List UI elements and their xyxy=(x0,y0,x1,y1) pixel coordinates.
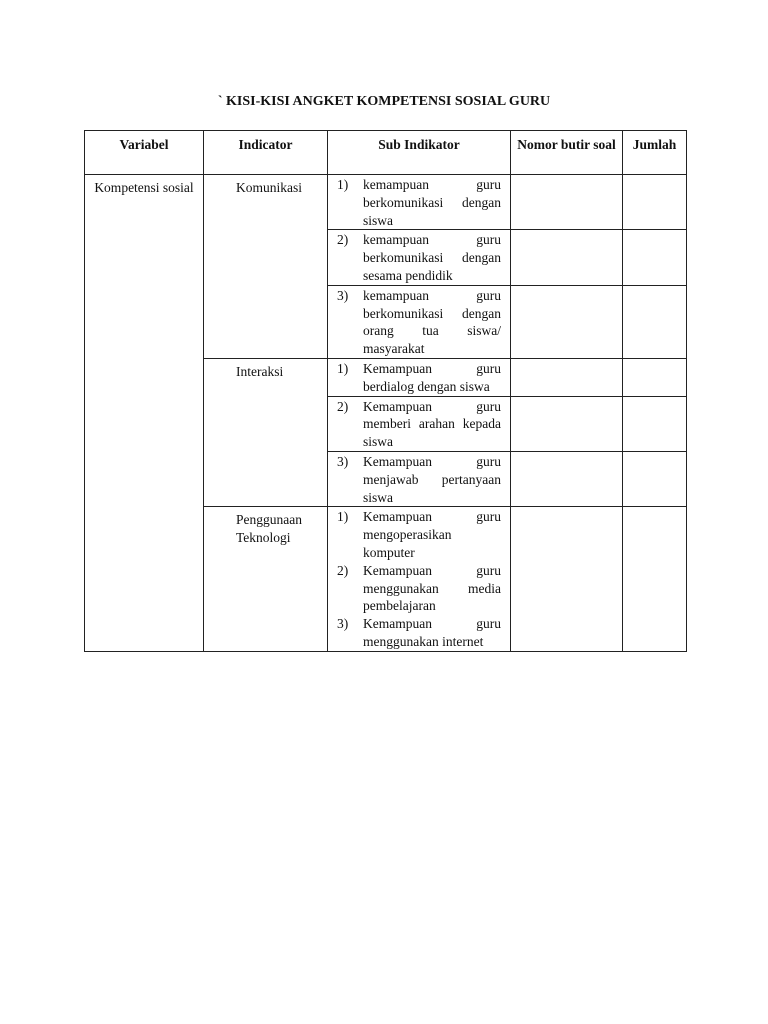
item-text: Kemampuan guru berdialog dengan siswa xyxy=(363,360,501,394)
nomor-cell xyxy=(511,230,623,285)
item-number: 2) xyxy=(337,232,349,248)
sub-indikator-cell xyxy=(328,396,511,451)
header-nomor-butir-soal: Nomor butir soal xyxy=(511,131,623,175)
table-row xyxy=(85,175,687,230)
header-sub-indikator: Sub Indikator xyxy=(328,131,511,175)
sub-indikator-cell xyxy=(328,358,511,396)
indicator-cell: Interaksi xyxy=(204,358,328,506)
item-number: 3) xyxy=(337,616,349,632)
item-text: kemampuan guru berkomunikasi dengan siswa xyxy=(363,177,501,228)
item-number: 1) xyxy=(337,177,349,192)
kisi-kisi-table xyxy=(84,130,687,652)
item-number: 2) xyxy=(337,562,349,578)
nomor-cell xyxy=(511,175,623,230)
sub-indikator-cell xyxy=(328,230,511,285)
jumlah-cell xyxy=(623,507,687,652)
item-text: Kemampuan guru menggunakan media pembelajaran xyxy=(363,562,501,614)
item-number: 1) xyxy=(337,360,349,376)
item-number: 3) xyxy=(337,287,349,303)
jumlah-cell xyxy=(623,396,687,451)
table-header-row xyxy=(85,131,687,175)
item-number: 3) xyxy=(337,453,349,469)
variabel-cell: Kompetensi sosial xyxy=(85,175,204,652)
jumlah-cell xyxy=(623,285,687,358)
jumlah-cell xyxy=(623,358,687,396)
nomor-cell xyxy=(511,507,623,652)
indicator-cell: Penggunaan Teknologi xyxy=(204,507,328,652)
header-indicator: Indicator xyxy=(204,131,328,175)
jumlah-cell xyxy=(623,230,687,285)
item-number: 1) xyxy=(337,509,349,525)
item-text: Kemampuan guru menjawab pertanyaan siswa xyxy=(363,453,501,505)
document-title: ` KISI-KISI ANGKET KOMPETENSI SOSIAL GURU xyxy=(217,94,551,109)
jumlah-cell xyxy=(623,451,687,506)
indicator-cell: Komunikasi xyxy=(204,175,328,359)
header-variabel: Variabel xyxy=(85,131,204,175)
nomor-cell xyxy=(511,358,623,396)
sub-indikator-cell xyxy=(328,285,511,358)
nomor-cell xyxy=(511,451,623,506)
header-jumlah: Jumlah xyxy=(623,131,687,175)
item-text: Kemampuan guru mengoperasikan komputer xyxy=(363,509,501,560)
sub-indikator-cell xyxy=(328,451,511,506)
nomor-cell xyxy=(511,285,623,358)
item-text: kemampuan guru berkomunikasi dengan sesama pendidik xyxy=(363,232,501,283)
item-text: Kemampuan guru menggunakan internet xyxy=(363,616,501,649)
nomor-cell xyxy=(511,396,623,451)
sub-indikator-cell xyxy=(328,507,511,652)
sub-indikator-cell xyxy=(328,175,511,230)
item-text: kemampuan guru berkomunikasi dengan orang tua siswa/ masyarakat xyxy=(363,287,501,357)
item-number: 2) xyxy=(337,398,349,414)
item-text: Kemampuan guru memberi arahan kepada siswa xyxy=(363,398,501,450)
jumlah-cell xyxy=(623,175,687,230)
